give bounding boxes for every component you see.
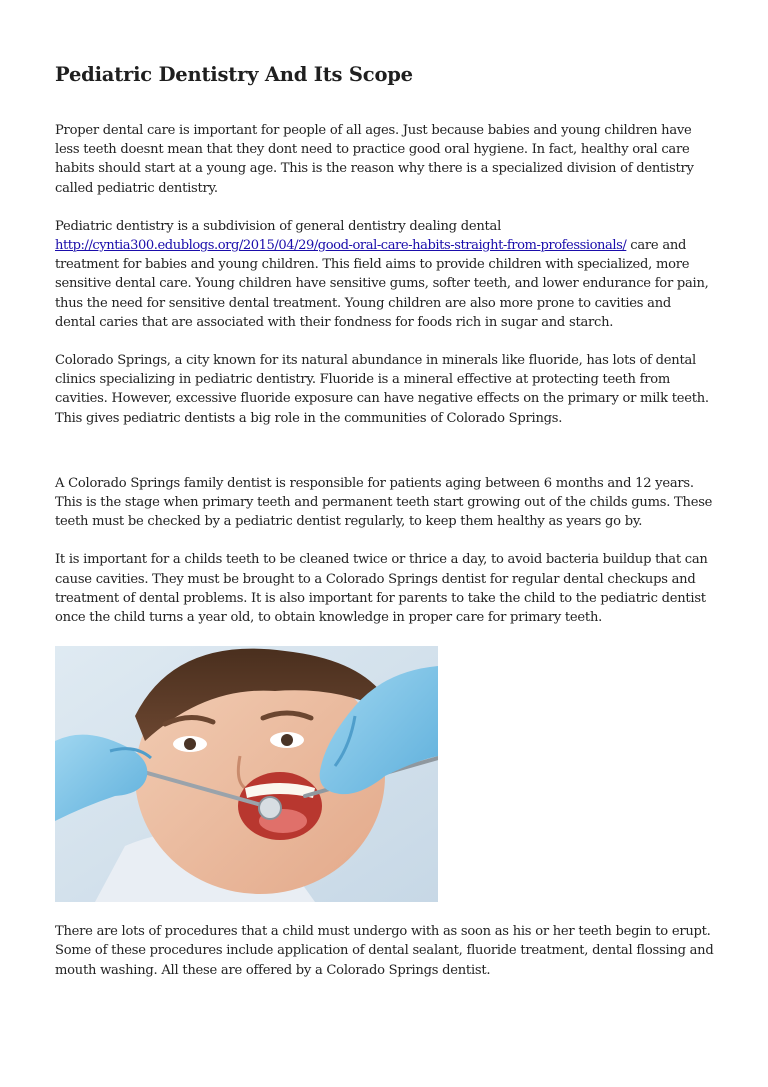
paragraph-definition — [55, 217, 715, 332]
paragraph-family-dentist: A Colorado Springs family dentist is responsible for patients aging between 6 months and 12 years. This is the stage when primary teeth and permanent teeth start growing out of the childs gums. These teeth must be checked by a pediatric dentist regularly, to keep them healthy as years go by. — [55, 475, 713, 530]
paragraph-definition-start: Pediatric dentistry is a subdivision of general dentistry dealing dental — [55, 218, 502, 234]
document-page — [55, 62, 715, 999]
paragraph-cleaning: It is important for a childs teeth to be cleaned twice or thrice a day, to avoid bacteria buildup that can cause cavities. They must be brought to a Colorado Springs dentist for regular dental checkups and treatment of dental problems. It is also important for parents to take the child to the pediatric dentist once the child turns a year old, to obtain knowledge in proper care for primary teeth. — [55, 552, 708, 626]
paragraph-definition-end: care and treatment for babies and young children. This field aims to provide children with specialized, more sensitive dental care. Young children have sensitive gums, softer teeth, and lower endurance for pain, thus the need for sensitive dental treatment. Young children are also more prone to cavities and dental caries that are associated with their fondness for foods rich in sugar and starch. — [55, 238, 709, 330]
dental-exam-photo — [55, 646, 438, 902]
edublogs-link[interactable]: http://cyntia300.edublogs.org/2015/04/29/good-oral-care-habits-straight-from-professionals/ — [55, 238, 627, 254]
dental-mirror-head — [259, 797, 281, 819]
paragraph-procedures: There are lots of procedures that a child must undergo with as soon as his or her teeth begin to erupt. Some of these procedures include application of dental sealant, fluoride treatment, dental flossing and mouth washing. All these are offered by a Colorado Springs dentist. — [55, 924, 714, 978]
paragraph-intro: Proper dental care is important for people of all ages. Just because babies and young children have less teeth doesnt mean that they dont need to practice good oral hygiene. In fact, healthy oral care habits should start at a young age. This is the reason why there is a specialized division of dentistry called pediatric dentistry. — [55, 123, 694, 196]
paragraph-colorado-fluoride: Colorado Springs, a city known for its natural abundance in minerals like fluoride, has lots of dental clinics specializing in pediatric dentistry. Fluoride is a mineral effective at protecting teeth from cavities. However, excessive fluoride exposure can have negative effects on the primary or milk teeth. This gives pediatric dentists a big role in the communities of Colorado Springs. — [55, 353, 709, 426]
page-title: Pediatric Dentistry And Its Scope — [55, 63, 413, 86]
